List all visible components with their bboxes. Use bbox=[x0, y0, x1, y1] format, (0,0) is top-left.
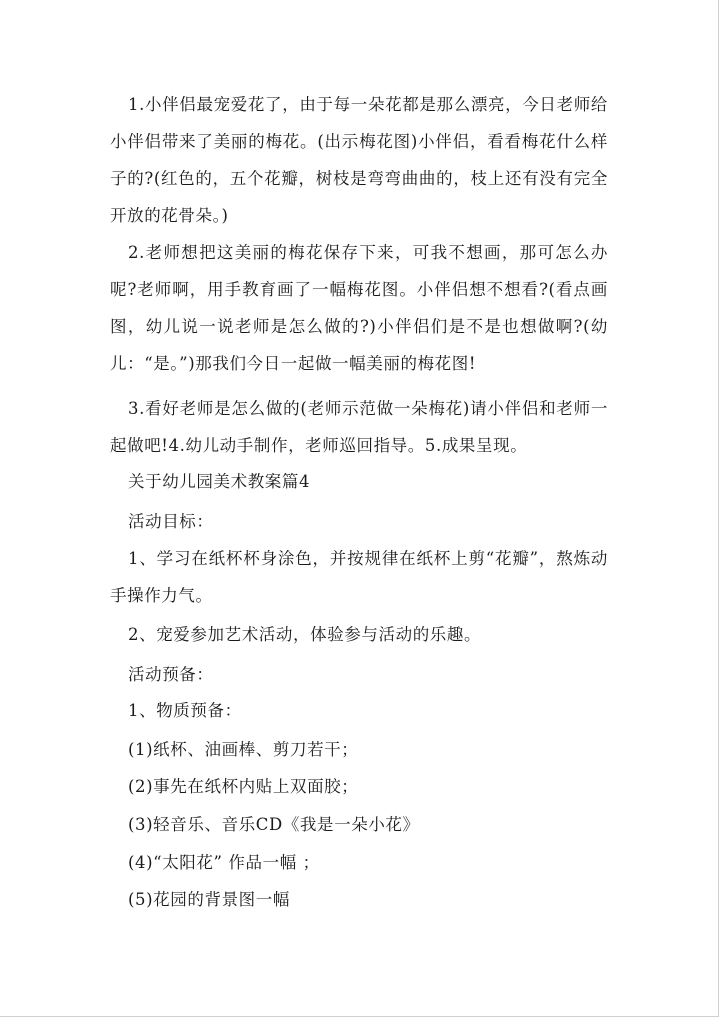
material-item: (3)轻音乐、音乐CD《我是一朵小花》 bbox=[128, 815, 420, 834]
section-title: 关于幼儿园美术教案篇4 bbox=[128, 472, 311, 491]
goals-heading: 活动目标： bbox=[128, 512, 214, 531]
prep-heading: 活动预备： bbox=[128, 665, 214, 684]
material-item: (2)事先在纸杯内贴上双面胶； bbox=[128, 777, 359, 796]
goal-1: 1、学习在纸杯杯身涂色，并按规律在纸杯上剪“花瓣”，熬炼动手操作力气。 bbox=[110, 549, 608, 605]
prep-item-1: 1、物质预备： bbox=[128, 701, 242, 720]
paragraph-2: 2.老师想把这美丽的梅花保存下来，可我不想画，那可怎么办呢?老师啊，用手教育画了一幅梅花图。小伴侣想不想看?(看点画图，幼儿说一说老师是怎么做的?)小伴侣们是不是也想做啊?(幼儿：“是。”)那我们今日一起做一幅美丽的梅花图! bbox=[110, 243, 608, 373]
goal-2: 2、宠爱参加艺术活动，体验参与活动的乐趣。 bbox=[128, 625, 482, 644]
paragraph-1: 1.小伴侣最宠爱花了，由于每一朵花都是那么漂亮，今日老师给小伴侣带来了美丽的梅花。(出示梅花图)小伴侣，看看梅花什么样子的?(红色的，五个花瓣，树枝是弯弯曲曲的，枝上还有没有完全开放的花骨朵。) bbox=[110, 95, 608, 225]
material-item: (1)纸杯、油画棒、剪刀若干； bbox=[128, 740, 359, 759]
paragraph-3: 3.看好老师是怎么做的(老师示范做一朵梅花)请小伴侣和老师一起做吧!4.幼儿动手制作，老师巡回指导。5.成果呈现。 bbox=[110, 399, 608, 455]
material-item: (4)“太阳花” 作品一幅 ； bbox=[128, 853, 320, 872]
material-item: (5)花园的背景图一幅 bbox=[128, 890, 290, 909]
